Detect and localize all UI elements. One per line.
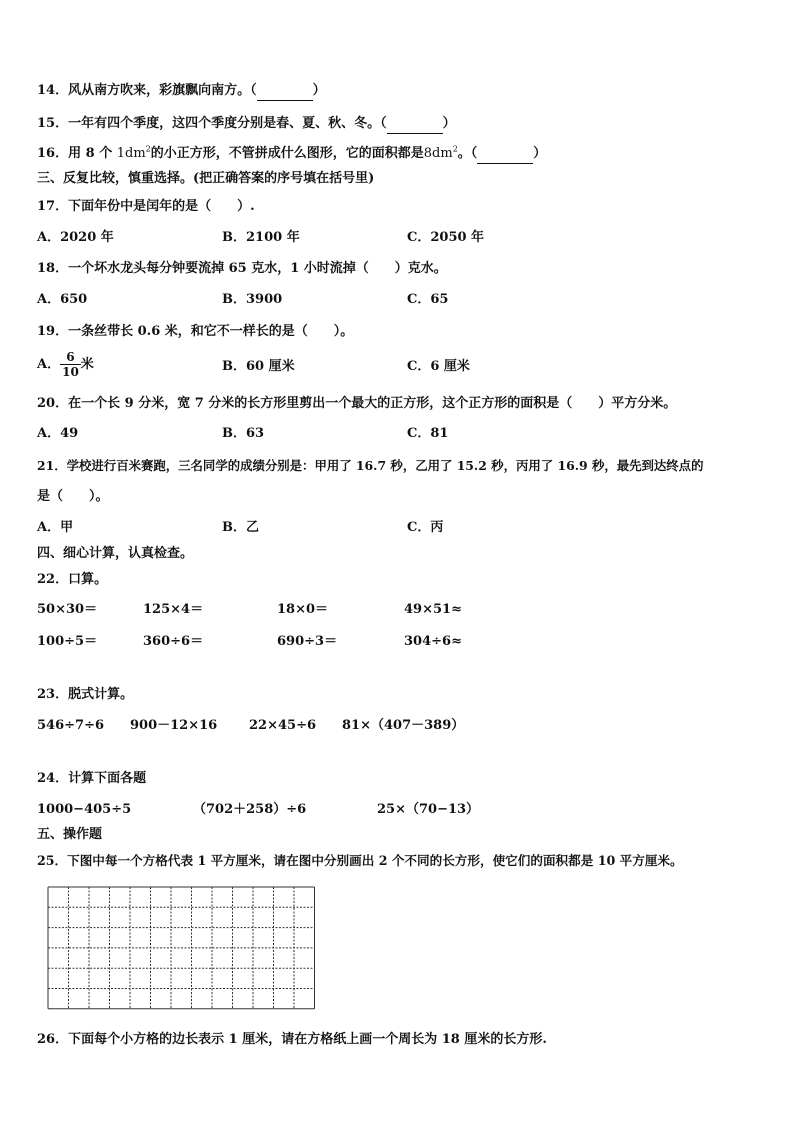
oral-calc-r1-3: 18×0＝ <box>277 602 329 617</box>
question-23-title: 23．脱式计算。 <box>37 687 134 702</box>
question-14-text: 14．风从南方吹来，彩旗飘向南方。（ <box>37 83 257 98</box>
question-26: 26．下面每个小方格的边长表示 1 厘米，请在方格纸上画一个周长为 18 厘米的长方形. <box>37 1032 547 1047</box>
option-18-c[interactable]: C．65 <box>407 292 449 307</box>
option-17-a[interactable]: A．2020 年 <box>37 230 114 245</box>
answer-blank-14[interactable] <box>257 82 313 101</box>
question-21-cont: 是（ ）。 <box>37 489 109 504</box>
question-16-close: ） <box>533 146 547 161</box>
question-19: 19．一条丝带长 0.6 米，和它不一样长的是（ ）。 <box>37 324 354 339</box>
fraction-six-tenths: $\frac{6}{10}$ <box>62 350 79 379</box>
step-calc-1: 546÷7÷6 <box>37 718 105 733</box>
option-21-b[interactable]: B．乙 <box>222 520 259 535</box>
calc-item-2: （702＋258）÷6 <box>193 802 307 817</box>
section-4-heading: 四、细心计算，认真检查。 <box>37 546 194 561</box>
question-15-close: ） <box>442 116 456 131</box>
oral-calc-r2-1: 100÷5＝ <box>37 634 98 649</box>
answer-blank-16[interactable] <box>477 145 533 164</box>
option-19-c[interactable]: C．6 厘米 <box>407 359 470 374</box>
calc-item-1: 1000−405÷5 <box>37 802 132 817</box>
unit-8dm2: $8dm^2$ <box>423 144 458 161</box>
section-3-heading: 三、反复比较，慎重选择。(把正确答案的序号填在括号里) <box>37 171 375 186</box>
question-16-pre: 16．用 8 个 <box>37 146 113 161</box>
step-calc-3: 22×45÷6 <box>249 718 317 733</box>
option-21-a[interactable]: A．甲 <box>37 520 74 535</box>
option-18-a[interactable]: A．650 <box>37 292 88 307</box>
answer-blank-15[interactable] <box>387 115 443 134</box>
question-16-mid: 的小正方形，不管拼成什么图形，它的面积都是 <box>150 146 424 161</box>
question-24-title: 24．计算下面各题 <box>37 771 147 786</box>
question-16 <box>37 145 546 164</box>
question-14 <box>37 82 326 101</box>
oral-calc-r1-2: 125×4＝ <box>143 602 204 617</box>
question-22-title: 22．口算。 <box>37 572 108 587</box>
option-21-c[interactable]: C．丙 <box>407 520 444 535</box>
question-16-post: 。（ <box>457 146 478 161</box>
question-18: 18．一个坏水龙头每分钟要流掉 65 克水，1 小时流掉（ ）克水。 <box>37 261 447 276</box>
section-5-heading: 五、操作题 <box>37 827 103 842</box>
calc-item-3: 25×（70−13） <box>377 802 480 817</box>
question-15-text: 15．一年有四个季度，这四个季度分别是春、夏、秋、冬。（ <box>37 116 387 131</box>
question-17: 17．下面年份中是闰年的是（ ）. <box>37 199 255 214</box>
oral-calc-r2-3: 690÷3＝ <box>277 634 338 649</box>
oral-calc-r2-4: 304÷6≈ <box>404 634 462 649</box>
unit-1dm2: $1dm^2$ <box>116 144 151 161</box>
question-14-close: ） <box>312 83 326 98</box>
oral-calc-r1-1: 50×30＝ <box>37 602 98 617</box>
oral-calc-r1-4: 49×51≈ <box>404 602 462 617</box>
oral-calc-r2-2: 360÷6＝ <box>143 634 204 649</box>
question-21: 21．学校进行百米赛跑，三名同学的成绩分别是：甲用了 16.7 秒，乙用了 15.2 秒，丙用了 16.9 秒，最先到达终点的 <box>37 458 704 473</box>
option-17-c[interactable]: C．2050 年 <box>407 230 485 245</box>
question-25: 25．下图中每一个方格代表 1 平方厘米，请在图中分别画出 2 个不同的长方形，使它们的面积都是 10 平方厘米。 <box>37 853 683 868</box>
square-grid-25[interactable] <box>47 886 315 1010</box>
step-calc-4: 81×（407－389） <box>342 718 465 733</box>
option-18-b[interactable]: B．3900 <box>222 292 283 307</box>
option-19-b[interactable]: B．60 厘米 <box>222 359 295 374</box>
step-calc-2: 900－12×16 <box>130 718 218 733</box>
question-15 <box>37 115 456 134</box>
option-19-a[interactable]: A． $\frac{6}{10}$ 米 <box>37 350 94 379</box>
option-20-b[interactable]: B．63 <box>222 426 265 441</box>
question-20: 20．在一个长 9 分米，宽 7 分米的长方形里剪出一个最大的正方形，这个正方形的面积是（ ）平方分米。 <box>37 396 677 411</box>
option-20-a[interactable]: A．49 <box>37 426 79 441</box>
option-20-c[interactable]: C．81 <box>407 426 449 441</box>
option-17-b[interactable]: B．2100 年 <box>222 230 300 245</box>
